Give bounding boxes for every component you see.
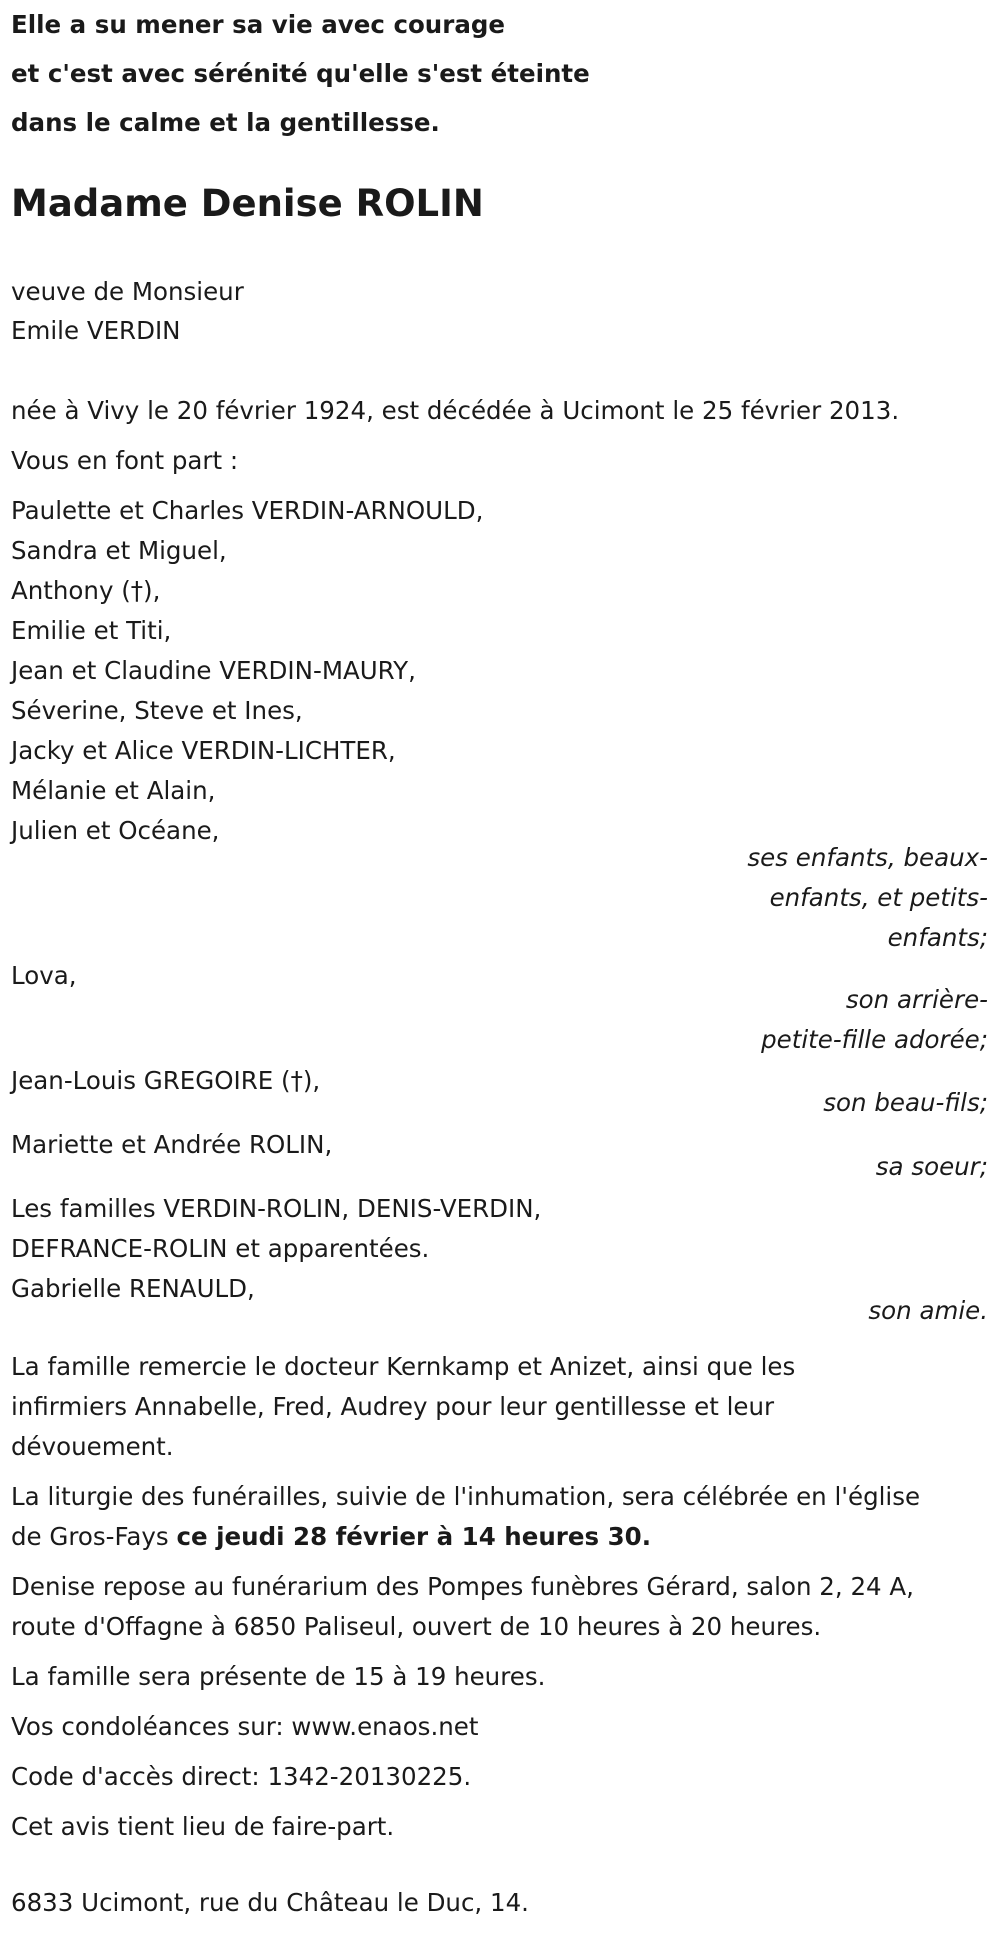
liturgy-line-2 — [11, 1522, 651, 1552]
family-child-line: Mélanie et Alain, — [11, 776, 216, 805]
lova-line: Lova, — [11, 961, 77, 990]
liturgy-datetime: ce jeudi 28 février à 14 heures 30. — [176, 1522, 652, 1551]
thanks-line-2: infirmiers Annabelle, Fred, Audrey pour leur gentillesse et leur — [11, 1392, 775, 1421]
relation-children-line-2: enfants, et petits- — [769, 883, 988, 912]
relation-sister: sa soeur; — [875, 1152, 988, 1181]
liturgy-location: de Gros-Fays — [11, 1522, 177, 1551]
liturgy-line-1: La liturgie des funérailles, suivie de l'inhumation, sera célébrée en l'église — [11, 1482, 921, 1511]
relation-lova-line-1: son arrière- — [845, 985, 988, 1014]
family-child-line: Paulette et Charles VERDIN-ARNOULD, — [11, 496, 484, 525]
notice-line: Cet avis tient lieu de faire-part. — [11, 1812, 395, 1841]
relation-children-line-1: ses enfants, beaux- — [747, 843, 988, 872]
relation-lova-line-2: petite-fille adorée; — [761, 1025, 988, 1054]
intro-line-2: et c'est avec sérénité qu'elle s'est éteinte — [11, 59, 590, 88]
spouse-line-1: veuve de Monsieur — [11, 277, 244, 306]
relation-friend: son amie. — [868, 1296, 988, 1325]
announce-line: Vous en font part : — [11, 446, 239, 475]
family-child-line: Jean et Claudine VERDIN-MAURY, — [11, 656, 416, 685]
birth-death-line: née à Vivy le 20 février 1924, est décédée à Ucimont le 25 février 2013. — [11, 396, 900, 425]
intro-line-3: dans le calme et la gentillesse. — [11, 108, 440, 137]
sister-line: Mariette et Andrée ROLIN, — [11, 1130, 333, 1159]
presence-line: La famille sera présente de 15 à 19 heures. — [11, 1662, 546, 1691]
address-line: 6833 Ucimont, rue du Château le Duc, 14. — [11, 1888, 529, 1917]
families-line-1: Les familles VERDIN-ROLIN, DENIS-VERDIN, — [11, 1194, 542, 1223]
thanks-line-1: La famille remercie le docteur Kernkamp et Anizet, ainsi que les — [11, 1352, 796, 1381]
family-child-line: Jacky et Alice VERDIN-LICHTER, — [11, 736, 396, 765]
son-in-law-line: Jean-Louis GREGOIRE (†), — [11, 1066, 321, 1095]
friend-line: Gabrielle RENAULD, — [11, 1274, 255, 1303]
rest-line-1: Denise repose au funérarium des Pompes funèbres Gérard, salon 2, 24 A, — [11, 1572, 914, 1601]
access-code-line: Code d'accès direct: 1342-20130225. — [11, 1762, 472, 1791]
family-child-line: Sandra et Miguel, — [11, 536, 227, 565]
intro-line-1: Elle a su mener sa vie avec courage — [11, 10, 506, 39]
spouse-line-2: Emile VERDIN — [11, 316, 181, 345]
family-child-line: Anthony (†), — [11, 576, 161, 605]
family-child-line: Emilie et Titi, — [11, 616, 172, 645]
condolences-line: Vos condoléances sur: www.enaos.net — [11, 1712, 479, 1741]
relation-children-line-3: enfants; — [887, 923, 988, 952]
family-child-line: Julien et Océane, — [11, 816, 220, 845]
rest-line-2: route d'Offagne à 6850 Paliseul, ouvert de 10 heures à 20 heures. — [11, 1612, 822, 1641]
families-line-2: DEFRANCE-ROLIN et apparentées. — [11, 1234, 430, 1263]
relation-son-in-law: son beau-fils; — [823, 1088, 988, 1117]
deceased-name: Madame Denise ROLIN — [11, 182, 484, 225]
thanks-line-3: dévouement. — [11, 1432, 174, 1461]
family-child-line: Séverine, Steve et Ines, — [11, 696, 303, 725]
